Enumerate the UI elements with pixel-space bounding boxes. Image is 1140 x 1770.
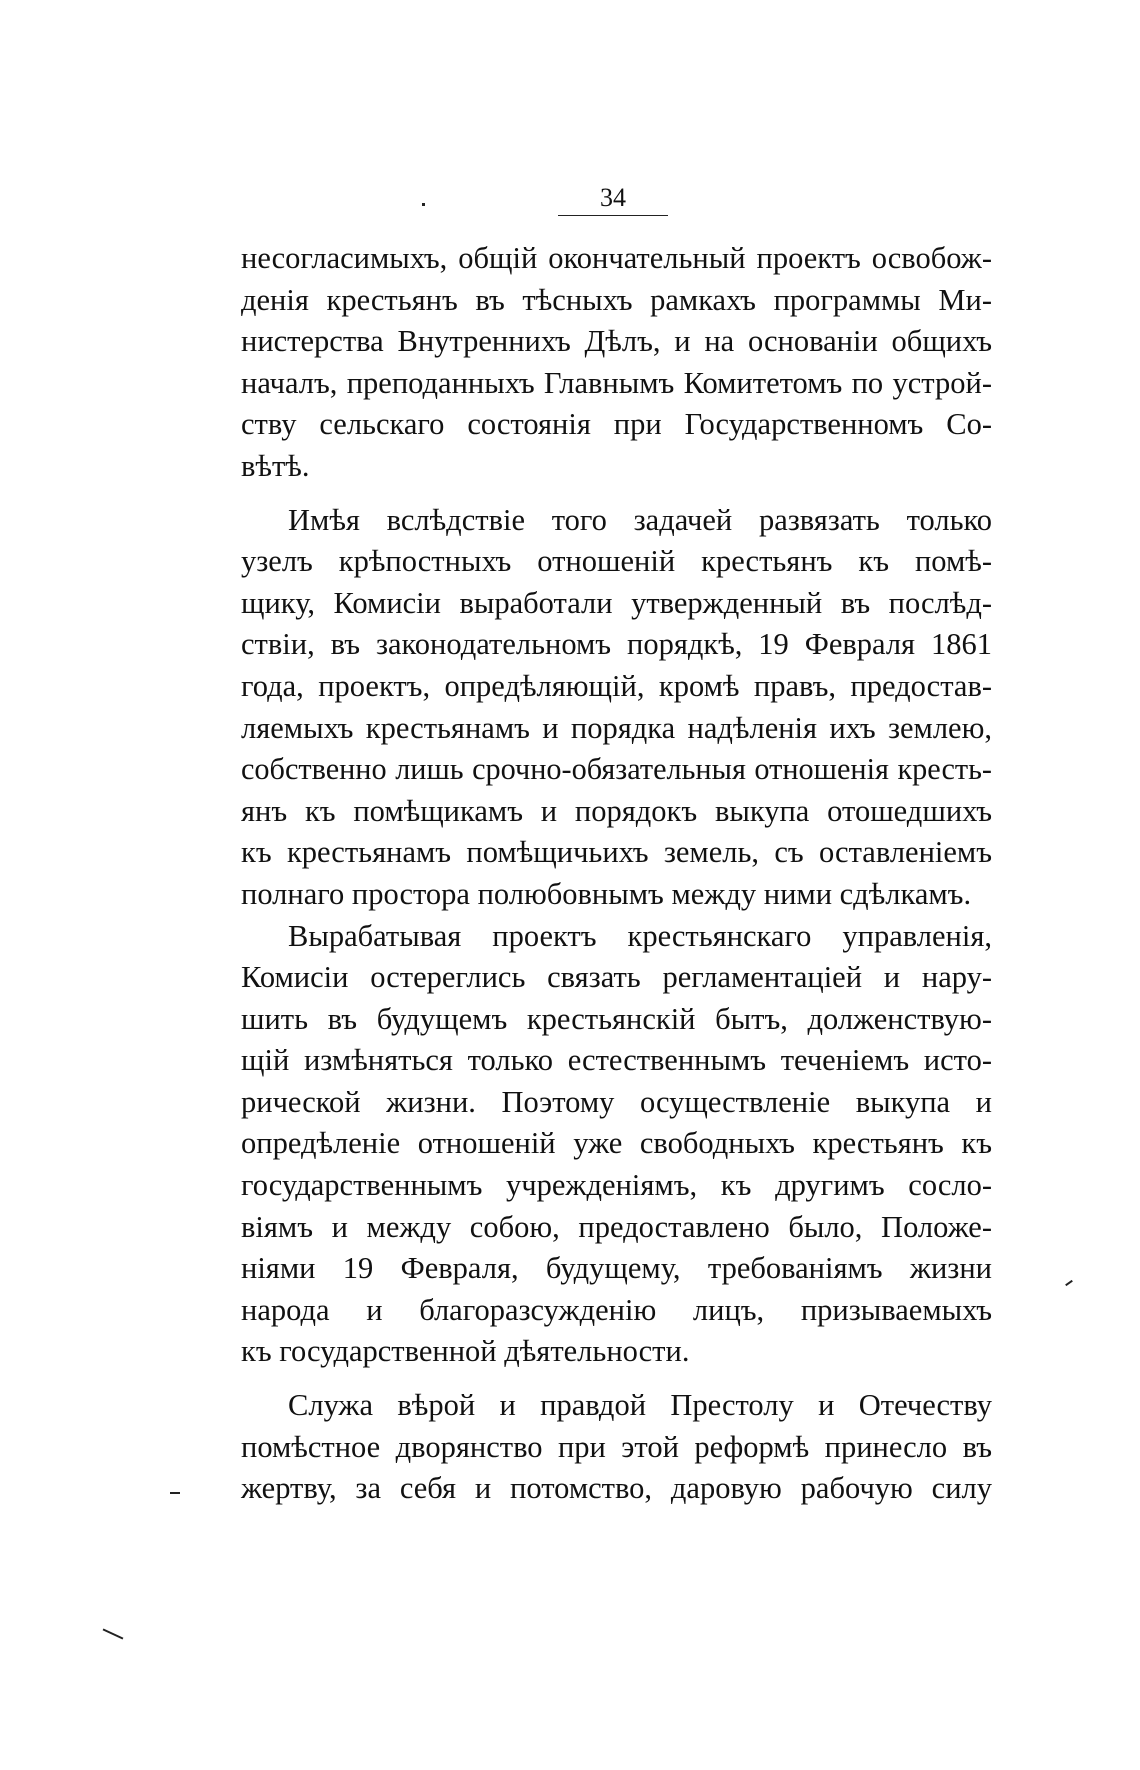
text-line: ляемыхъ крестьянамъ и порядка надѣленія ихъ землею,	[241, 710, 992, 745]
paragraph-1	[241, 238, 992, 488]
text-line: народа и благоразсужденію лицъ, призываемыхъ	[241, 1292, 992, 1327]
text-line: янъ къ помѣщикамъ и порядокъ выкупа отошедшихъ	[241, 793, 992, 828]
text-line: ствіи, въ законодательномъ порядкѣ, 19 Февраля 1861	[241, 627, 992, 662]
text-line: рической жизни. Поэтому осуществленіе выкупа и	[241, 1084, 992, 1119]
scan-speck	[103, 1628, 124, 1639]
text-line: щій измѣняться только естественнымъ теченіемъ исто-	[241, 1043, 992, 1078]
text-line: опредѣленіе отношеній уже свободныхъ крестьянъ къ	[241, 1126, 992, 1161]
scan-speck	[1065, 1280, 1073, 1286]
text-line: къ государственной дѣятельности.	[241, 1334, 690, 1369]
page-number: 34	[558, 183, 668, 216]
text-line: денія крестьянъ въ тѣсныхъ рамкахъ программы Ми-	[241, 282, 992, 317]
text-line: къ крестьянамъ помѣщичьихъ земель, съ оставленіемъ	[241, 835, 992, 870]
text-line: несогласимыхъ, общій окончательный проектъ освобож-	[241, 241, 992, 275]
text-line: вѣтѣ.	[241, 448, 310, 483]
text-line: полнаго простора полюбовнымъ между ними сдѣлкамъ.	[241, 876, 972, 911]
text-line: года, проектъ, опредѣляющій, кромѣ правъ, предостав-	[241, 668, 992, 703]
text-line: началъ, преподанныхъ Главнымъ Комитетомъ по устрой-	[241, 365, 992, 400]
paragraph-3	[241, 916, 992, 1374]
text-line: узелъ крѣпостныхъ отношеній крестьянъ къ помѣ-	[241, 544, 992, 579]
text-line: Вырабатывая проектъ крестьянскаго управленія,	[288, 918, 992, 953]
text-line: государственнымъ учрежденіямъ, къ другимъ сосло-	[241, 1168, 992, 1203]
text-line: Служа вѣрой и правдой Престолу и Отечеству	[288, 1388, 992, 1423]
text-line: ніями 19 Февраля, будущему, требованіямъ жизни	[241, 1251, 992, 1286]
text-line: помѣстное дворянство при этой реформѣ принесло въ	[241, 1429, 992, 1464]
text-line: ству сельскаго состоянія при Государственномъ Со-	[241, 407, 992, 442]
body-text	[241, 238, 992, 1510]
text-line: собственно лишь срочно-обязательныя отношенія кресть-	[241, 752, 992, 787]
text-line: шить въ будущемъ крестьянскій бытъ, долженствую-	[241, 1001, 992, 1036]
text-line: жертву, за себя и потомство, даровую рабочую силу	[241, 1471, 992, 1506]
text-line: Имѣя вслѣдствіе того задачей развязать только	[288, 502, 992, 537]
scan-speck	[422, 203, 425, 206]
paragraph-4	[241, 1385, 992, 1510]
scan-speck	[170, 1492, 180, 1494]
text-line: нистерства Внутреннихъ Дѣлъ, и на основаніи общихъ	[241, 324, 992, 359]
paragraph-2	[241, 500, 992, 916]
text-line: віямъ и между собою, предоставлено было, Положе-	[241, 1209, 992, 1244]
text-line: щику, Комисіи выработали утвержденный въ послѣд-	[241, 585, 992, 620]
text-line: Комисіи остереглись связать регламентаціей и нару-	[241, 960, 992, 995]
